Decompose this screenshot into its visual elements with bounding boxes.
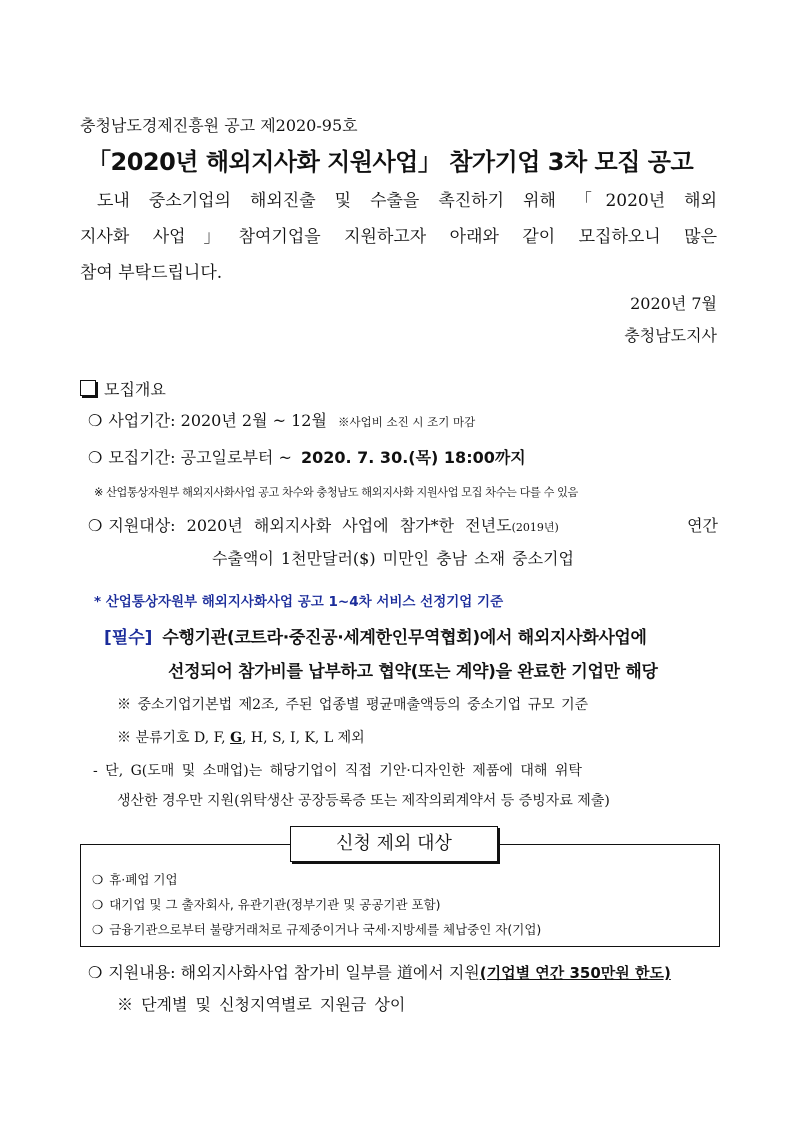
support-label: 지원내용: 해외지사화사업 참가비 일부를 道에서 지원: [108, 963, 480, 982]
circle-bullet-icon: ❍: [88, 516, 103, 535]
note-3-line-1: - 단, G(도매 및 소매업)는 해당기업이 직접 기안·디자인한 제품에 대해 위탁: [93, 763, 582, 779]
exclusion-title: 신청 제외 대상: [290, 826, 498, 862]
notice-date: 2020년 7월: [630, 294, 717, 313]
period-row: [88, 408, 475, 431]
checkbox-square-icon: [80, 380, 96, 396]
circle-bullet-icon: ❍: [88, 448, 103, 467]
intro-line-1: 도내 중소기업의 해외진출 및 수출을 촉진하기 위해 「2020년 해외: [97, 191, 717, 211]
support-limit: (기업별 연간 350만원 한도): [479, 964, 671, 982]
exclusion-item: [92, 870, 178, 888]
note-1: ※ 중소기업기본법 제2조, 주된 업종별 평균매출액등의 중소기업 규모 기준: [117, 697, 589, 713]
target-year: (2019년): [511, 521, 559, 534]
circle-bullet-icon: ❍: [92, 897, 104, 912]
required-tag: [필수]: [104, 628, 153, 648]
section-title: 모집개요: [104, 380, 166, 399]
note-2-suffix: , H, S, I, K, L 제외: [242, 730, 365, 746]
recruit-deadline: 2020. 7. 30.(목) 18:00까지: [300, 448, 526, 467]
circle-bullet-icon: ❍: [88, 411, 103, 430]
page-title: 「2020년 해외지사화 지원사업」 참가기업 3차 모집 공고: [87, 148, 694, 176]
issuer: 충청남도지사: [624, 326, 717, 345]
required-line-2: 선정되어 참가비를 납부하고 협약(또는 계약)을 완료한 기업만 해당: [168, 662, 658, 682]
exclusion-item-text: 금융기관으로부터 불량거래처로 규제중이거나 국세·지방세를 체납중인 자(기업): [109, 922, 542, 937]
exclusion-item: [92, 895, 441, 913]
notice-number: 충청남도경제진흥원 공고 제2020-95호: [80, 116, 358, 135]
note-2-prefix: ※ 분류기호 D, F,: [117, 730, 231, 746]
note-3-line-2: 생산한 경우만 지원(위탁생산 공장등록증 또는 제작의뢰계약서 등 증빙자료 제출): [117, 793, 610, 809]
required-row: [104, 623, 647, 648]
target-line-1-end: 연간: [687, 516, 718, 535]
period-note: ※사업비 소진 시 조기 마감: [338, 415, 476, 429]
support-row: [88, 960, 671, 983]
section-header: [80, 377, 166, 400]
exclusion-item-text: 휴·폐업 기업: [109, 872, 178, 887]
target-line-2: 수출액이 1천만달러($) 미만인 충남 소재 중소기업: [212, 549, 574, 568]
note-2: [117, 727, 365, 747]
exclusion-item-text: 대기업 및 그 출자회사, 유관기관(정부기관 및 공공기관 포함): [109, 897, 441, 912]
intro-line-3: 참여 부탁드립니다.: [80, 263, 223, 283]
recruit-row: [88, 445, 526, 468]
support-note: ※ 단계별 및 신청지역별로 지원금 상이: [117, 995, 406, 1014]
recruit-note: ※ 산업통상자원부 해외지사화사업 공고 차수와 충청남도 해외지사화 지원사업 모집 차수는 다를 수 있음: [94, 486, 578, 499]
target-line-1: 지원대상: 2020년 해외지사화 사업에 참가*한 전년도: [108, 516, 512, 535]
required-line-1: 수행기관(코트라·중진공·세계한인무역협회)에서 해외지사화사업에: [162, 628, 647, 648]
intro-line-2: 지사화 사업」참여기업을 지원하고자 아래와 같이 모집하오니 많은: [80, 227, 717, 247]
circle-bullet-icon: ❍: [92, 872, 104, 887]
target-row: [88, 513, 718, 536]
circle-bullet-icon: ❍: [92, 922, 104, 937]
target-star-note: * 산업통상자원부 해외지사화사업 공고 1~4차 서비스 선정기업 기준: [94, 594, 504, 610]
exclusion-item: [92, 920, 541, 938]
circle-bullet-icon: ❍: [88, 963, 103, 982]
recruit-label: 모집기간: 공고일로부터 ~: [108, 448, 292, 467]
note-2-g: G: [230, 730, 243, 746]
period-label: 사업기간: 2020년 2월 ~ 12월: [108, 411, 327, 430]
